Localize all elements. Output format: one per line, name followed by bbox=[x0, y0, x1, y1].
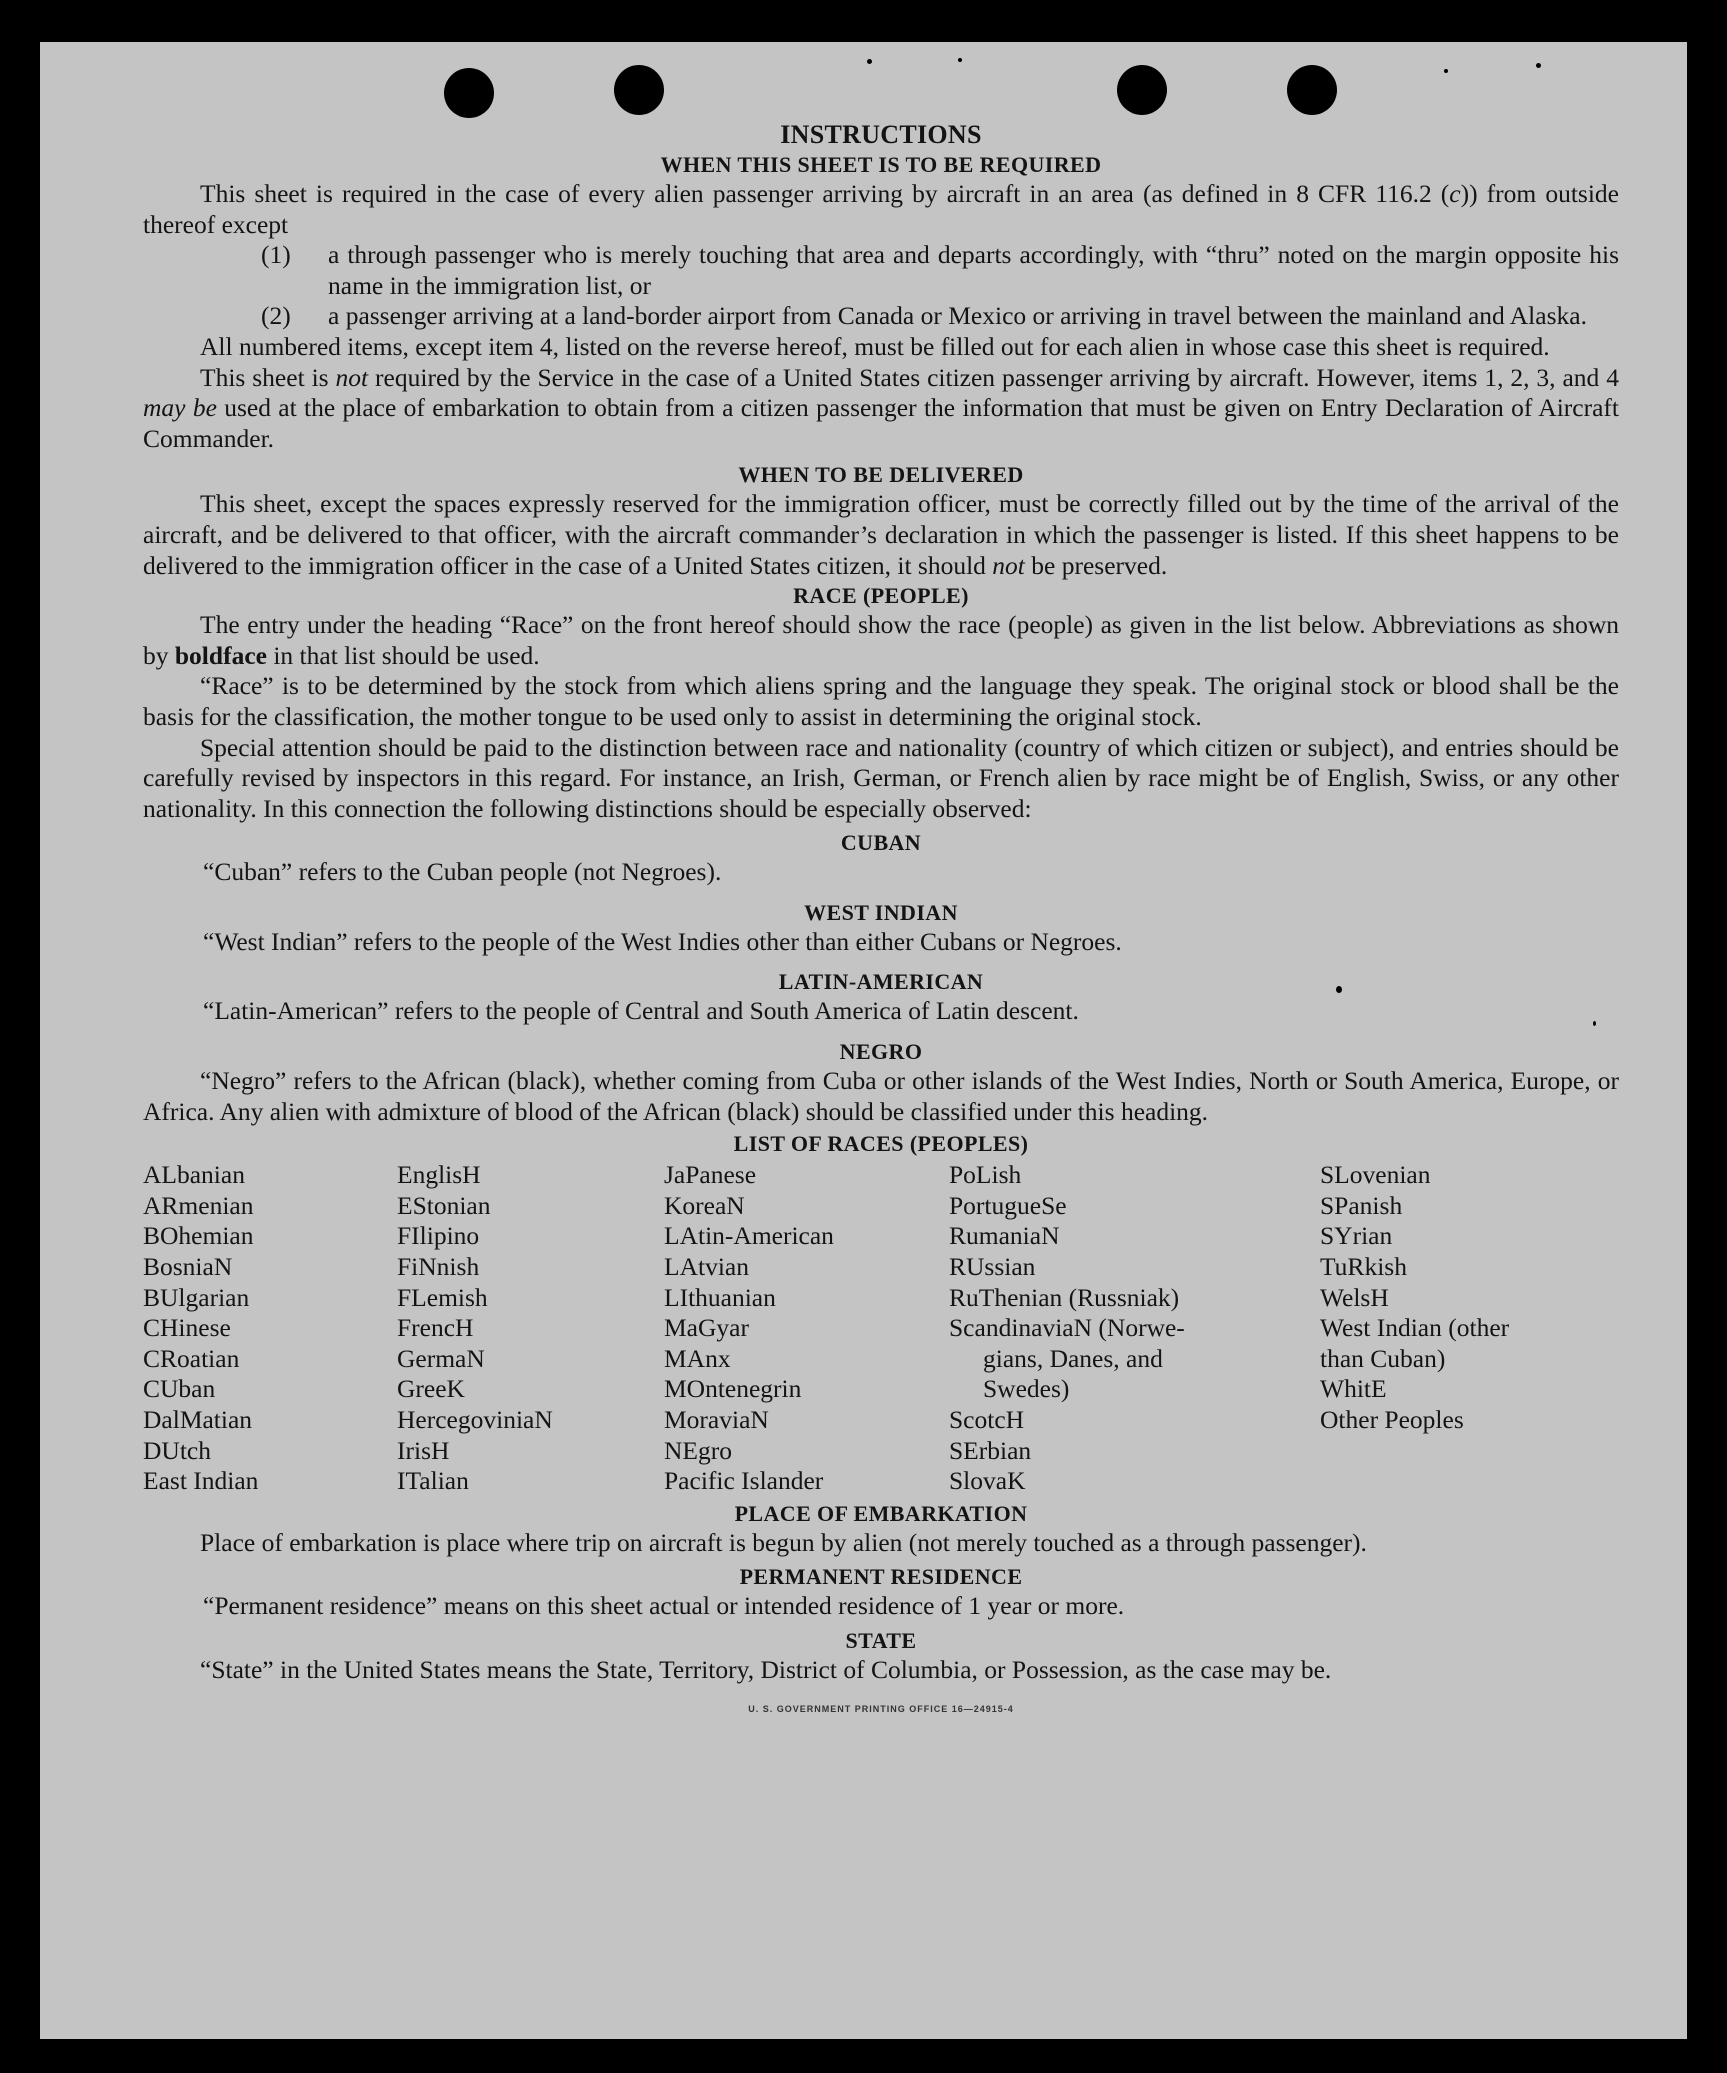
paragraph-citizen bbox=[143, 363, 1619, 455]
race-entry: PortugueSe bbox=[949, 1190, 1067, 1220]
race-entry: IrisH bbox=[397, 1435, 450, 1465]
race-entry: MaGyar bbox=[664, 1313, 749, 1343]
race-entry: DUtch bbox=[143, 1435, 211, 1465]
race-entry: Other Peoples bbox=[1320, 1405, 1464, 1434]
race-entry: NEgro bbox=[664, 1435, 732, 1465]
race-entry: FIlipino bbox=[397, 1221, 480, 1251]
section-heading-delivered: WHEN TO BE DELIVERED bbox=[738, 462, 1024, 488]
text-run: )) from outside thereof except bbox=[143, 179, 1619, 239]
race-entry: WelsH bbox=[1320, 1282, 1389, 1312]
race-entry: MoraviaN bbox=[664, 1405, 769, 1434]
race-entry: SlovaK bbox=[949, 1466, 1026, 1496]
race-entry: SErbian bbox=[949, 1435, 1032, 1465]
race-entry: TuRkish bbox=[1320, 1252, 1407, 1282]
text-run: This sheet, except the spaces expressly reserved for the immigration officer, must be correctly filled out by the time of the arrival of the aircraft, and be delivered to that officer, with the aircraft commander’s declaration in which the passenger is listed. If this sheet happens to be delivered to the immigration officer in the case of a United States citizen, it should bbox=[143, 489, 1619, 580]
race-entry: ALbanian bbox=[143, 1160, 245, 1190]
race-column-4 bbox=[949, 1160, 1320, 1497]
race-entry: CUban bbox=[143, 1374, 216, 1404]
race-entry: DalMatian bbox=[143, 1405, 253, 1434]
race-entry-continued: than Cuban) bbox=[1320, 1343, 1446, 1373]
race-entry: East Indian bbox=[143, 1466, 259, 1496]
punch-hole bbox=[1287, 65, 1337, 115]
punch-hole bbox=[444, 68, 494, 118]
race-entry: ITalian bbox=[397, 1466, 469, 1496]
race-entry: WhitE bbox=[1320, 1374, 1387, 1404]
speck bbox=[867, 59, 872, 64]
race-entry: ScotcH bbox=[949, 1405, 1025, 1434]
italic-run: c bbox=[1449, 179, 1461, 208]
race-entry: CRoatian bbox=[143, 1343, 240, 1373]
definition-embarkation: Place of embarkation is place where trip on aircraft is begun by alien (not merely touched as a through passenger). bbox=[200, 1527, 1367, 1557]
text-run: The entry under the heading “Race” on the front hereof should show the race (people) as given in the list below. Abbreviations as shown by bbox=[143, 610, 1619, 670]
section-heading-latin-american: LATIN-AMERICAN bbox=[778, 969, 984, 995]
race-entry: MAnx bbox=[664, 1343, 731, 1373]
race-entry: EnglisH bbox=[397, 1160, 481, 1190]
race-column-2 bbox=[397, 1160, 664, 1497]
speck bbox=[1444, 69, 1448, 73]
italic-run: not bbox=[992, 550, 1025, 580]
race-entry: SLovenian bbox=[1320, 1160, 1431, 1190]
race-column-5 bbox=[1320, 1160, 1619, 1497]
race-entry: ScandinaviaN (Norwe- bbox=[949, 1313, 1185, 1343]
paragraph-required bbox=[143, 179, 1619, 240]
italic-run: may be bbox=[143, 393, 217, 423]
race-entry: LIthuanian bbox=[664, 1282, 776, 1312]
paragraph-numbered-items: All numbered items, except item 4, listed on the reverse hereof, must be filled out for each alien in whose case this sheet is required. bbox=[200, 331, 1550, 361]
section-heading-race: RACE (PEOPLE) bbox=[793, 583, 969, 609]
race-entry: PoLish bbox=[949, 1160, 1022, 1190]
text-run: in that list should be used. bbox=[266, 640, 540, 670]
paragraph-race-entry bbox=[143, 610, 1619, 671]
race-entry: RumaniaN bbox=[949, 1221, 1060, 1251]
race-entry-continued: gians, Danes, and bbox=[983, 1343, 1163, 1373]
text-run: be preserved. bbox=[1024, 550, 1168, 580]
race-entry: EStonian bbox=[397, 1190, 491, 1220]
text-run: used at the place of embarkation to obtain from a citizen passenger the information that must be given on Entry Declaration of Aircraft Commander. bbox=[143, 393, 1619, 453]
speck bbox=[958, 58, 962, 62]
instructions-body bbox=[143, 114, 1619, 1724]
race-entry-continued: Swedes) bbox=[983, 1374, 1070, 1404]
punch-hole bbox=[614, 65, 664, 115]
section-heading-list-of-races: LIST OF RACES (PEOPLES) bbox=[733, 1131, 1029, 1157]
italic-run: not bbox=[335, 362, 369, 392]
race-entry: LAtin-American bbox=[664, 1221, 834, 1251]
section-heading-west-indian: WEST INDIAN bbox=[804, 899, 958, 925]
paragraph-delivered bbox=[143, 489, 1619, 581]
bold-run: boldface bbox=[174, 640, 267, 670]
definition-cuban: “Cuban” refers to the Cuban people (not Negroes). bbox=[203, 857, 722, 887]
race-entry: Pacific Islander bbox=[664, 1466, 824, 1496]
section-heading-embarkation: PLACE OF EMBARKATION bbox=[734, 1500, 1028, 1526]
race-entry: LAtvian bbox=[664, 1252, 749, 1282]
race-entry: BosniaN bbox=[143, 1252, 233, 1282]
speck bbox=[1536, 63, 1541, 68]
race-entry: CHinese bbox=[143, 1313, 231, 1343]
race-entry: GermaN bbox=[397, 1343, 485, 1373]
race-entry: BOhemian bbox=[143, 1221, 254, 1251]
exception-item-2 bbox=[143, 301, 1619, 332]
section-heading-state: STATE bbox=[845, 1627, 917, 1653]
race-entry: RUssian bbox=[949, 1252, 1036, 1282]
definition-negro: “Negro” refers to the African (black), whether coming from Cuba or other islands of the West Indies, North or South America, Europe, or Africa. Any alien with admixture of blood of the African (black) should be classified under this heading. bbox=[143, 1066, 1619, 1126]
race-column-1 bbox=[143, 1160, 397, 1497]
paragraph-race-stock: “Race” is to be determined by the stock from which aliens spring and the language they speak. The original stock or blood shall be the basis for the classification, the mother tongue to be used only to assist in determining the original stock. bbox=[143, 671, 1619, 731]
item-text: a through passenger who is merely touching that area and departs accordingly, with “thru” noted on the margin opposite his name in the immigration list, or bbox=[328, 240, 1619, 300]
form-sheet bbox=[40, 42, 1687, 2039]
section-heading-residence: PERMANENT RESIDENCE bbox=[739, 1564, 1023, 1590]
race-entry: JaPanese bbox=[664, 1160, 757, 1190]
race-entry: MOntenegrin bbox=[664, 1374, 802, 1404]
item-text: a passenger arriving at a land-border airport from Canada or Mexico or arriving in travel between the mainland and Alaska. bbox=[328, 301, 1587, 331]
race-entry: FLemish bbox=[397, 1282, 488, 1312]
race-entry: RuThenian (Russniak) bbox=[949, 1282, 1180, 1312]
section-heading-cuban: CUBAN bbox=[840, 830, 922, 856]
punch-hole bbox=[1117, 65, 1167, 115]
race-entry: KoreaN bbox=[664, 1190, 745, 1220]
race-entry: BUlgarian bbox=[143, 1282, 250, 1312]
printer-imprint: U. S. GOVERNMENT PRINTING OFFICE 16—24915-4 bbox=[748, 1703, 1014, 1714]
race-entry: SYrian bbox=[1320, 1221, 1393, 1251]
race-list bbox=[143, 1160, 1619, 1497]
race-entry: SPanish bbox=[1320, 1190, 1403, 1220]
race-entry: FiNnish bbox=[397, 1252, 480, 1282]
page-title: INSTRUCTIONS bbox=[780, 120, 982, 149]
exception-item-1 bbox=[143, 240, 1619, 301]
race-column-3 bbox=[664, 1160, 949, 1497]
paragraph-race-nationality: Special attention should be paid to the distinction between race and nationality (country of which citizen or subject), and entries should be carefully revised by inspectors in this regard. For instance, an Irish, German, or French alien by race might be of English, Swiss, or any other nationality. In this connection the following distinctions should be especially observed: bbox=[143, 732, 1619, 823]
definition-state: “State” in the United States means the State, Territory, District of Columbia, or Possession, as the case may be. bbox=[200, 1654, 1332, 1684]
definition-residence: “Permanent residence” means on this sheet actual or intended residence of 1 year or more. bbox=[203, 1591, 1125, 1621]
text-run: required by the Service in the case of a United States citizen passenger arriving by aircraft. However, items 1, 2, 3, and 4 bbox=[368, 362, 1619, 392]
race-entry: FrencH bbox=[397, 1313, 474, 1343]
race-entry: West Indian (other bbox=[1320, 1313, 1510, 1343]
section-heading-negro: NEGRO bbox=[839, 1039, 923, 1065]
item-number: (2) bbox=[261, 301, 291, 331]
item-number: (1) bbox=[261, 240, 291, 270]
text-run: This sheet is required in the case of every alien passenger arriving by aircraft in an area (as defined in 8 CFR 116.2 ( bbox=[200, 179, 1450, 208]
race-entry: GreeK bbox=[397, 1374, 465, 1404]
definition-west-indian: “West Indian” refers to the people of the West Indies other than either Cubans or Negroes. bbox=[203, 926, 1122, 956]
race-entry: HercegoviniaN bbox=[397, 1405, 553, 1434]
race-entry: ARmenian bbox=[143, 1190, 254, 1220]
definition-latin-american: “Latin-American” refers to the people of Central and South America of Latin descent. bbox=[203, 996, 1079, 1026]
section-heading-required: WHEN THIS SHEET IS TO BE REQUIRED bbox=[660, 152, 1102, 177]
text-run: This sheet is bbox=[200, 362, 336, 392]
